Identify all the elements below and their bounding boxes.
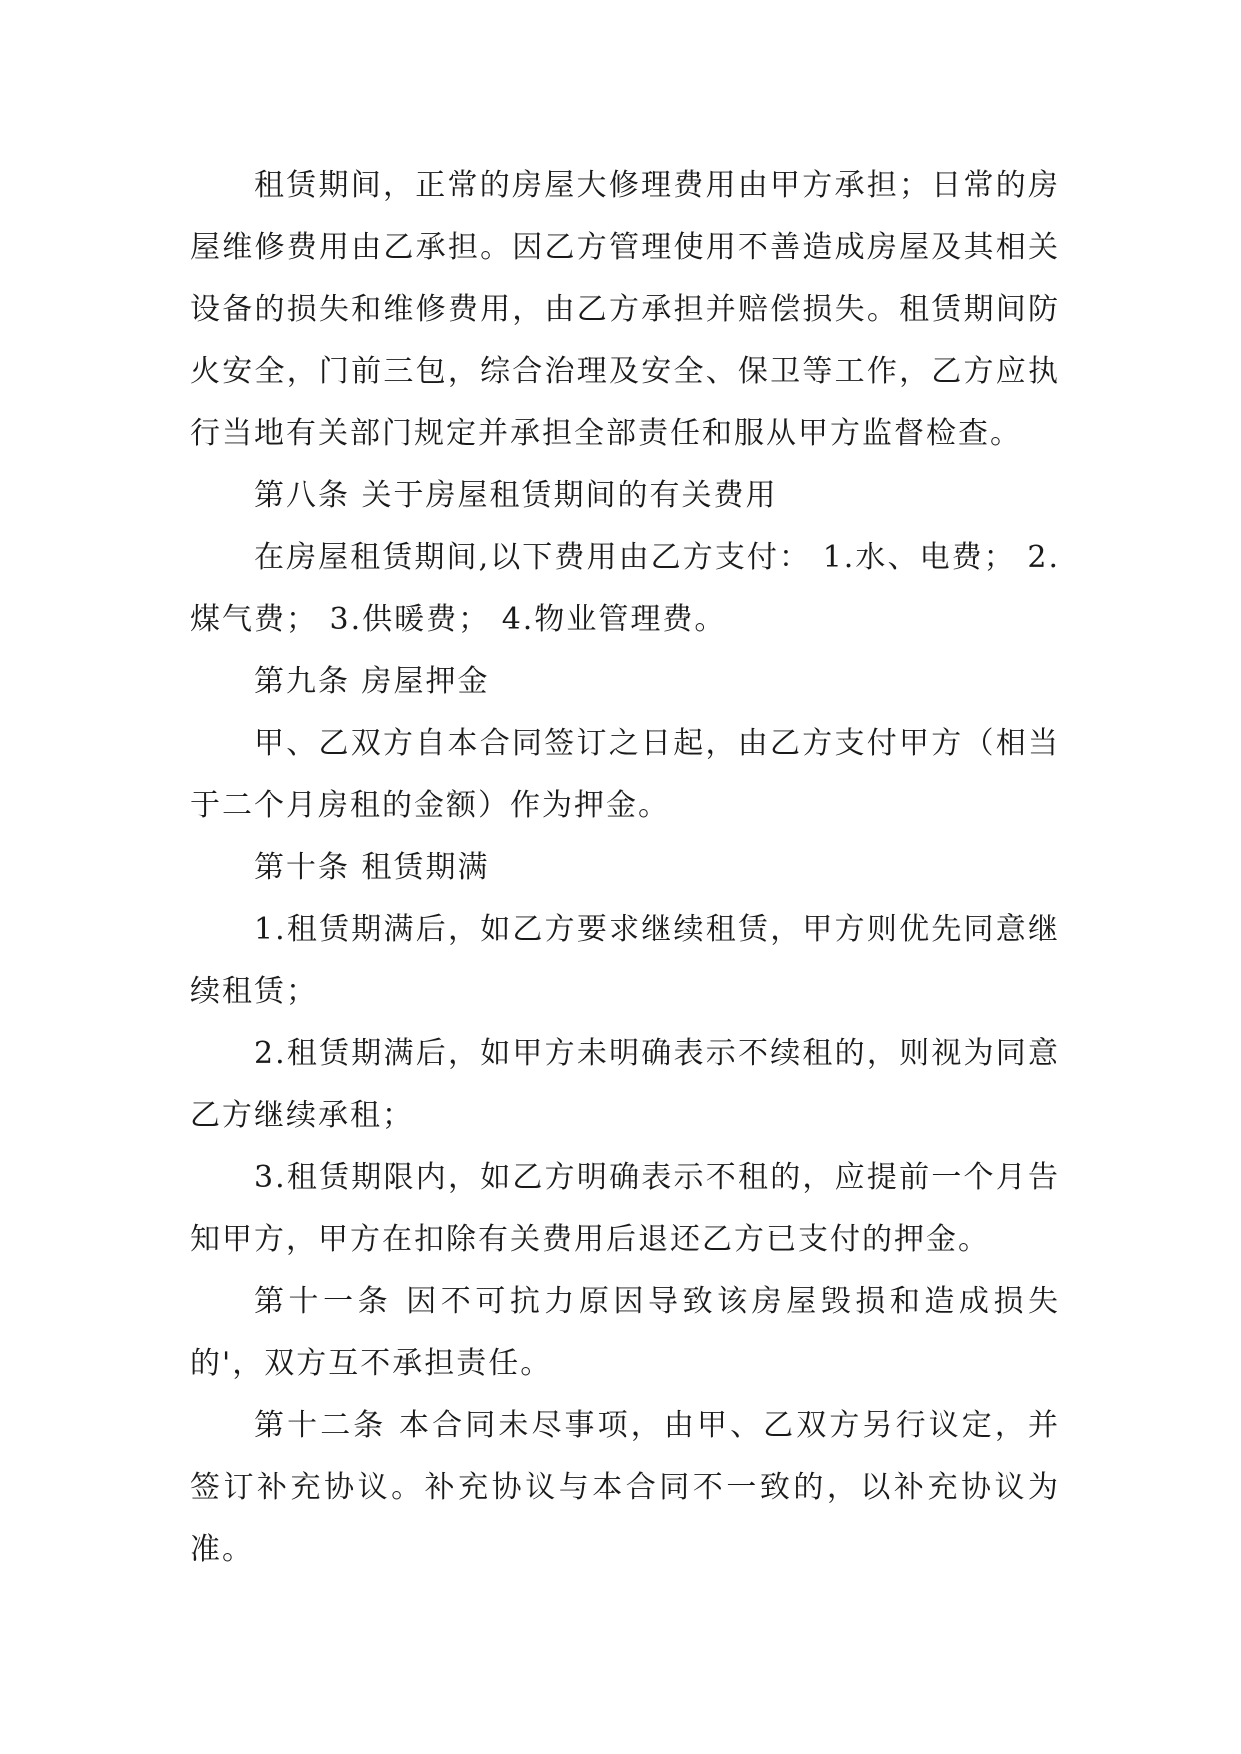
article-9-heading: 第九条 房屋押金: [254, 664, 490, 699]
article-10-heading: 第十条 租赁期满: [254, 850, 490, 885]
paragraph-term-end-1: 1.租赁期满后，如乙方要求继续租赁，甲方则优先同意继续租赁；: [190, 912, 1060, 1009]
article-11-paragraph: 第十一条 因不可抗力原因导致该房屋毁损和造成损失的'，双方互不承担责任。: [190, 1284, 1060, 1381]
paragraph-term-end-2: 2.租赁期满后，如甲方未明确表示不续租的，则视为同意乙方继续承租；: [190, 1036, 1060, 1133]
paragraph-repair-costs: 租赁期间，正常的房屋大修理费用由甲方承担；日常的房屋维修费用由乙承担。因乙方管理使用不善造成房屋及其相关设备的损失和维修费用，由乙方承担并赔偿损失。租赁期间防火安全，门前三包，综合治理及安全、保卫等工作，乙方应执行当地有关部门规定并承担全部责任和服从甲方监督检查。: [190, 168, 1060, 451]
paragraph-deposit: 甲、乙双方自本合同签订之日起，由乙方支付甲方（相当于二个月房租的金额）作为押金。: [190, 726, 1060, 823]
article-12-paragraph: 第十二条 本合同未尽事项，由甲、乙双方另行议定，并签订补充协议。补充协议与本合同不一致的，以补充协议为准。: [190, 1408, 1060, 1567]
paragraph-fees: 在房屋租赁期间,以下费用由乙方支付： 1.水、电费； 2.煤气费； 3.供暖费； 4.物业管理费。: [190, 540, 1060, 637]
article-8-heading: 第八条 关于房屋租赁期间的有关费用: [254, 478, 778, 513]
document-body: [190, 155, 1060, 1581]
paragraph-term-end-3: 3.租赁期限内，如乙方明确表示不租的，应提前一个月告知甲方，甲方在扣除有关费用后退还乙方已支付的押金。: [190, 1160, 1060, 1257]
